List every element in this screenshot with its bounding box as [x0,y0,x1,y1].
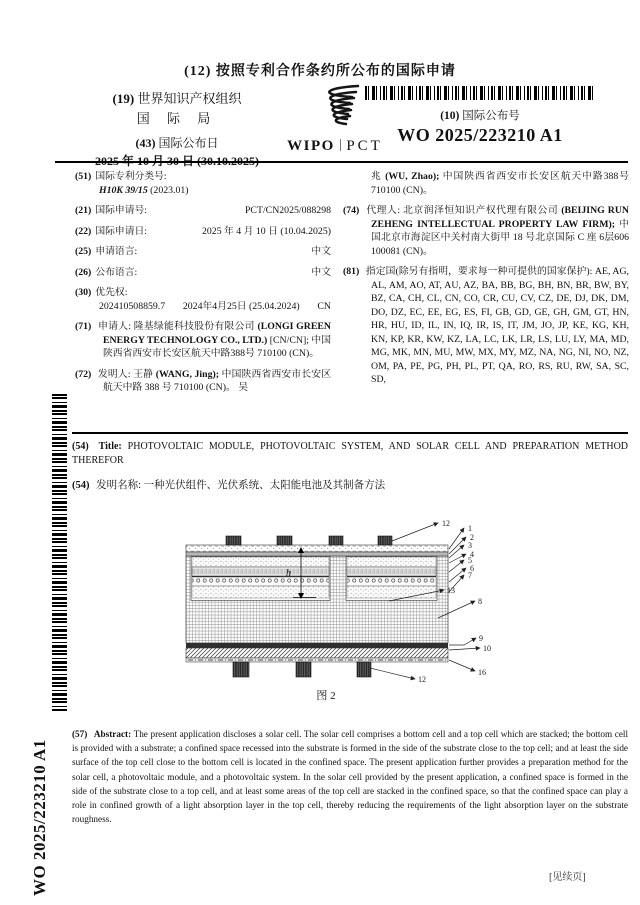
ipc-code: H10K 39/15 [99,184,148,196]
field-label: 申请语言: [95,246,138,257]
wipo-swirl-icon [306,82,364,132]
ref-label-7: 7 [468,571,472,580]
header-right-block [363,86,597,146]
ref-label-3: 3 [468,541,472,550]
field-74-agent [343,204,629,258]
field-label: 国际专利分类号: [95,171,167,182]
field-number: (21) [75,205,92,216]
logo-divider [340,139,342,151]
figure-recess-left [191,557,330,601]
inventor2-address: 中国陕西省西安市长安区航天中路388号 710100 (CN)。 [371,171,629,196]
field-label: 优先权: [95,287,128,298]
ref-label-12-bottom: 12 [418,675,426,684]
field-21-application-number [75,204,331,218]
inventor2-name-en: (WU, Zhao); [385,171,440,182]
continuation-note: [见续页] [549,872,586,883]
ref-label-2: 2 [470,533,474,542]
publication-type-line [0,60,640,80]
filing-date: 2025 年 4 月 10 日 (10.04.2025) [202,225,331,237]
title-text-en: PHOTOVOLTAIC MODULE, PHOTOVOLTAIC SYSTEM, AND SOLAR CELL AND PREPARATION METHOD THEREFOR [72,441,629,466]
inventor-address: 中国陕西省西安市长安区航天中路 388 号 710100 (CN)。 吴 [103,368,332,393]
abstract-label: Abstract: [93,729,132,739]
org-name: 世界知识产权组织 [137,91,242,106]
field-number-54: (54) [72,441,89,452]
field-30-priority [75,286,331,313]
pub-date-value: 2025 年 10 月 30 日 (30.10.2025) [95,154,259,168]
figure-layer-top-bands [186,545,448,556]
field-label: 公布语言: [95,266,138,278]
field-number: (25) [75,246,92,257]
agent-name-cn: 北京润泽恒知识产权代理有限公司 [403,205,559,216]
abstract-text: The present application discloses a solar cell. The solar cell comprises a bottom cell and a top cell which are stacked; the bottom cell is provided with a substrate; a confined space recessed into the substrate is formed in the side of the substrate close to the top cell; and at least the side surface of the top cell close to the bottom cell is located in the confined space. The present application further provides a preparation method for the solar cell, a photovoltaic module, and a photovoltaic system. In the solar cell provided by the present application, a confined space is formed in the side of the substrate close to a top cell, and at least some areas of the top cell are stacked in the confined space, so that the confined space can play a role in confined growth of a light absorption layer in the top cell, thereby reducing the requirements of the light absorption layer on the substrate roughness. [72,729,629,825]
pct-wordmark: PCT [346,138,383,154]
pub-number-value: WO 2025/223210 A1 [397,125,563,145]
field-number: (74) [343,205,360,216]
h-dimension-label: h [286,568,291,579]
figure-bottom-electrodes [233,662,371,677]
ref-label-4: 4 [470,550,474,559]
field-label: 国际申请日: [95,225,148,237]
title-text-cn: 一种光伏组件、光伏系统、太阳能电池及其制备方法 [143,480,386,491]
wipo-wordmark: WIPO [287,138,335,154]
field-number-43: (43) [135,136,156,150]
sidebar-barcode [52,394,67,711]
title-label-cn: 发明名称: [96,480,142,491]
priority-country: CN [317,300,331,312]
field-26-publication-language [75,266,331,280]
field-number: (51) [75,171,92,182]
ref-label-5: 5 [468,556,472,565]
field-label: 指定国(除另有指明，要求每一种可提供的国家保护): [365,266,593,277]
pub-date-label: 国际公布日 [158,136,219,150]
title-english [72,440,628,468]
field-label: 发明人: [97,368,131,380]
field-label: 申请人: [98,321,132,332]
inventor-name-en: (WANG, Jing); [155,368,220,380]
field-72-inventor-continued [343,170,629,197]
field-81-designated-states [343,265,629,387]
figure-caption: 图 2 [316,690,336,702]
figure-top-electrodes [226,536,392,545]
pub-number-label: 国际公布号 [462,110,520,122]
inventor-name-cn: 王静 [133,368,154,380]
field-22-filing-date [75,225,331,239]
title-chinese [72,477,628,492]
sidebar-publication-number: WO 2025/223210 A1 [30,739,49,896]
field-number: (72) [75,368,92,380]
field-number: (30) [75,287,92,298]
priority-date: 2024年4月25日 (25.04.2024) [182,300,300,312]
agent-address: 中国北京市海淀区中关村南大街甲 18 号北京国际 C 座 6层606 100081 (CN)。 [371,218,629,257]
field-number-12: (12) [184,64,212,79]
field-label: 国际申请号: [95,205,148,216]
applicant-address: [CN/CN]; 中国陕西省西安市长安区航天中路388号 710100 (CN)。 [103,334,331,359]
field-51-ipc [75,170,331,197]
application-number: PCT/CN2025/088298 [244,205,331,216]
figure-layer-bottom-bands [186,643,448,662]
org-bureau: 国 际 局 [136,111,218,126]
field-number-10: (10) [440,110,460,122]
pub-number-label-line [363,107,597,123]
abstract-section [72,727,628,826]
ref-label-10: 10 [483,644,491,653]
field-number-19: (19) [112,91,135,106]
priority-number: 202410508859.7 [99,300,166,312]
bibliographic-right-column [343,170,629,394]
figure-2 [170,512,510,707]
ref-label-8: 8 [478,597,482,606]
designated-states-list: AE, AG, AL, AM, AO, AT, AU, AZ, BA, BB, BG, BH, BN, BR, BW, BY, BZ, CA, CH, CL, CN, CO, CR, CU, CV, CZ, DE, DJ, DK, DM, DO, DZ, EC, EE, EG, ES, FI, GB, GD, GE, GH, GM, GT, HN, HR, HU, ID, IL, IN, IQ, IR, IS, IT, JM, JO, JP, KE, KG, KH, KN, KP, KR, KW, KZ, LA, LC, LK, LR, LS, LU, LY, MA, MD, MG, MK, MN, MU, MW, MX, MY, MZ, NA, NG, NI, NO, NZ, OM, PA, PE, PG, PH, PL, PT, QA, RO, RS, RU, RW, SA, SC, SD, [371,266,629,385]
publication-type-text: 按照专利合作条约所公布的国际申请 [215,64,456,79]
solar-cell-cross-section [170,512,510,707]
applicant-name-cn: 隆基绿能科技股份有限公司 [133,321,255,332]
filing-language: 中文 [311,246,331,257]
bibliographic-left-column [75,170,331,402]
field-71-applicant [75,320,331,361]
header-divider [55,161,628,163]
barcode [365,86,595,100]
field-72-inventor [75,368,331,395]
ref-label-1: 1 [468,524,472,533]
ref-label-12-top: 12 [442,519,450,528]
title-label-en: Title: [98,441,122,452]
ref-label-9: 9 [479,634,483,643]
field-number: (22) [75,225,92,237]
applicant-name-en: (LONGI GREEN ENERGY TECHNOLOGY CO., LTD.) [103,321,331,346]
ipc-version: (2023.01) [150,184,189,196]
field-label: 代理人: [366,205,401,216]
publication-language: 中文 [311,266,331,278]
inventor2-name-cn: 兆 [371,171,382,182]
field-number-54: (54) [72,480,90,491]
title-section-divider [72,432,628,434]
field-25-filing-language [75,245,331,259]
ref-label-13: 13 [447,586,455,595]
ref-label-16: 16 [478,668,486,677]
agent-name-en: (BEIJING RUN ZEHENG INTELLECTUAL PROPERTY LAW FIRM); [371,205,629,230]
field-number: (71) [75,321,92,332]
field-number: (81) [343,266,360,277]
ref-label-6: 6 [470,564,474,573]
field-number-57: (57) [72,729,88,739]
field-number: (26) [75,266,92,278]
